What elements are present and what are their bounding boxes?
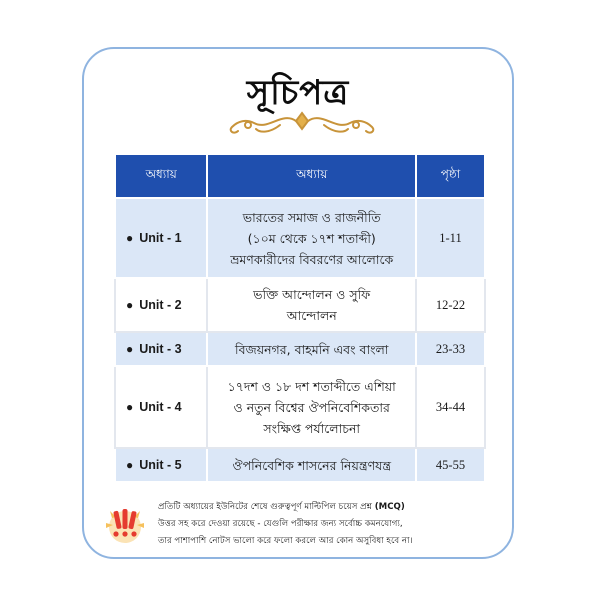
unit-cell: [115, 278, 207, 332]
page-cell: 12-22: [416, 278, 485, 332]
topic-cell: [207, 278, 416, 332]
footer-note: [158, 499, 503, 550]
topic-line: ভ্রমণকারীদের বিবরণের আলোকে: [230, 251, 394, 267]
topic-cell: [207, 198, 416, 278]
topic-cell: [207, 366, 416, 448]
table-row: [115, 332, 485, 366]
bullet-icon: ●: [126, 400, 134, 414]
table-row: [115, 198, 485, 278]
unit-cell: [115, 366, 207, 448]
unit-cell: [115, 332, 207, 366]
page-title: সূচিপত্র: [246, 73, 350, 113]
topic-cell: [207, 332, 416, 366]
header-page: পৃষ্ঠা: [416, 154, 485, 198]
page-cell: 45-55: [416, 448, 485, 482]
unit-label: Unit - 5: [139, 458, 182, 472]
topic-line: ভারতের সমাজ ও রাজনীতি: [242, 209, 381, 225]
unit-cell: [115, 198, 207, 278]
bullet-icon: ●: [126, 231, 134, 245]
topic-line: ১৭দশ ও ১৮ দশ শতাব্দীতে এশিয়া: [227, 378, 396, 394]
bullet-icon: ●: [126, 298, 134, 312]
note-text: প্রতিটি অধ্যায়ের ইউনিটের শেষে গুরুত্বপূর্ণ মাল্টিপিল চয়েস প্রশ্ন: [158, 502, 375, 512]
table-header-row: [115, 154, 485, 198]
unit-label: Unit - 1: [139, 231, 182, 245]
table-row: [115, 366, 485, 448]
bullet-icon: ●: [126, 458, 134, 472]
topic-line: সংক্ষিপ্ত পর্যালোচনা: [263, 420, 361, 436]
table-row: [115, 278, 485, 332]
toc-card: [82, 47, 514, 559]
header-chapter: অধ্যায়: [207, 154, 416, 198]
page-cell: 23-33: [416, 332, 485, 366]
unit-label: Unit - 3: [139, 342, 182, 356]
header-unit: অধ্যায়: [115, 154, 207, 198]
topic-line: ভক্তি আন্দোলন ও সুফি: [253, 287, 371, 302]
mcq-label: (MCQ): [374, 502, 405, 512]
bullet-icon: ●: [126, 342, 134, 356]
unit-cell: [115, 448, 207, 482]
topic-line: ঔপনিবেশিক শাসনের নিয়ন্ত্রণযন্ত্র: [232, 457, 392, 473]
unit-label: Unit - 2: [139, 298, 182, 312]
note-line: [158, 499, 503, 516]
page-cell: 1-11: [416, 198, 485, 278]
topic-line: আন্দোলন: [286, 308, 337, 323]
topic-cell: [207, 448, 416, 482]
topic-line: (১০ম থেকে ১৭শ শতাব্দী): [247, 230, 376, 246]
toc-table: [114, 153, 486, 483]
unit-label: Unit - 4: [139, 400, 182, 414]
topic-line: বিজয়নগর, বাহমনি এবং বাংলা: [235, 341, 389, 357]
note-line: তার পাশাপাশি নোটস ভালো করে ফলো করলে আর কোন অসুবিধা হবে না।: [158, 536, 413, 546]
warning-exclamation-icon: [102, 501, 148, 547]
table-row: [115, 448, 485, 482]
page-cell: 34-44: [416, 366, 485, 448]
ornament-flourish: [220, 109, 384, 137]
topic-line: ও নতুন বিশ্বের ঔপনিবেশিকতার: [233, 399, 390, 415]
note-line: উত্তর সহ করে দেওয়া রয়েছে - যেগুলি পরীক্ষার জন্য সর্বোচ্চ কমনযোগ্য,: [158, 519, 403, 529]
